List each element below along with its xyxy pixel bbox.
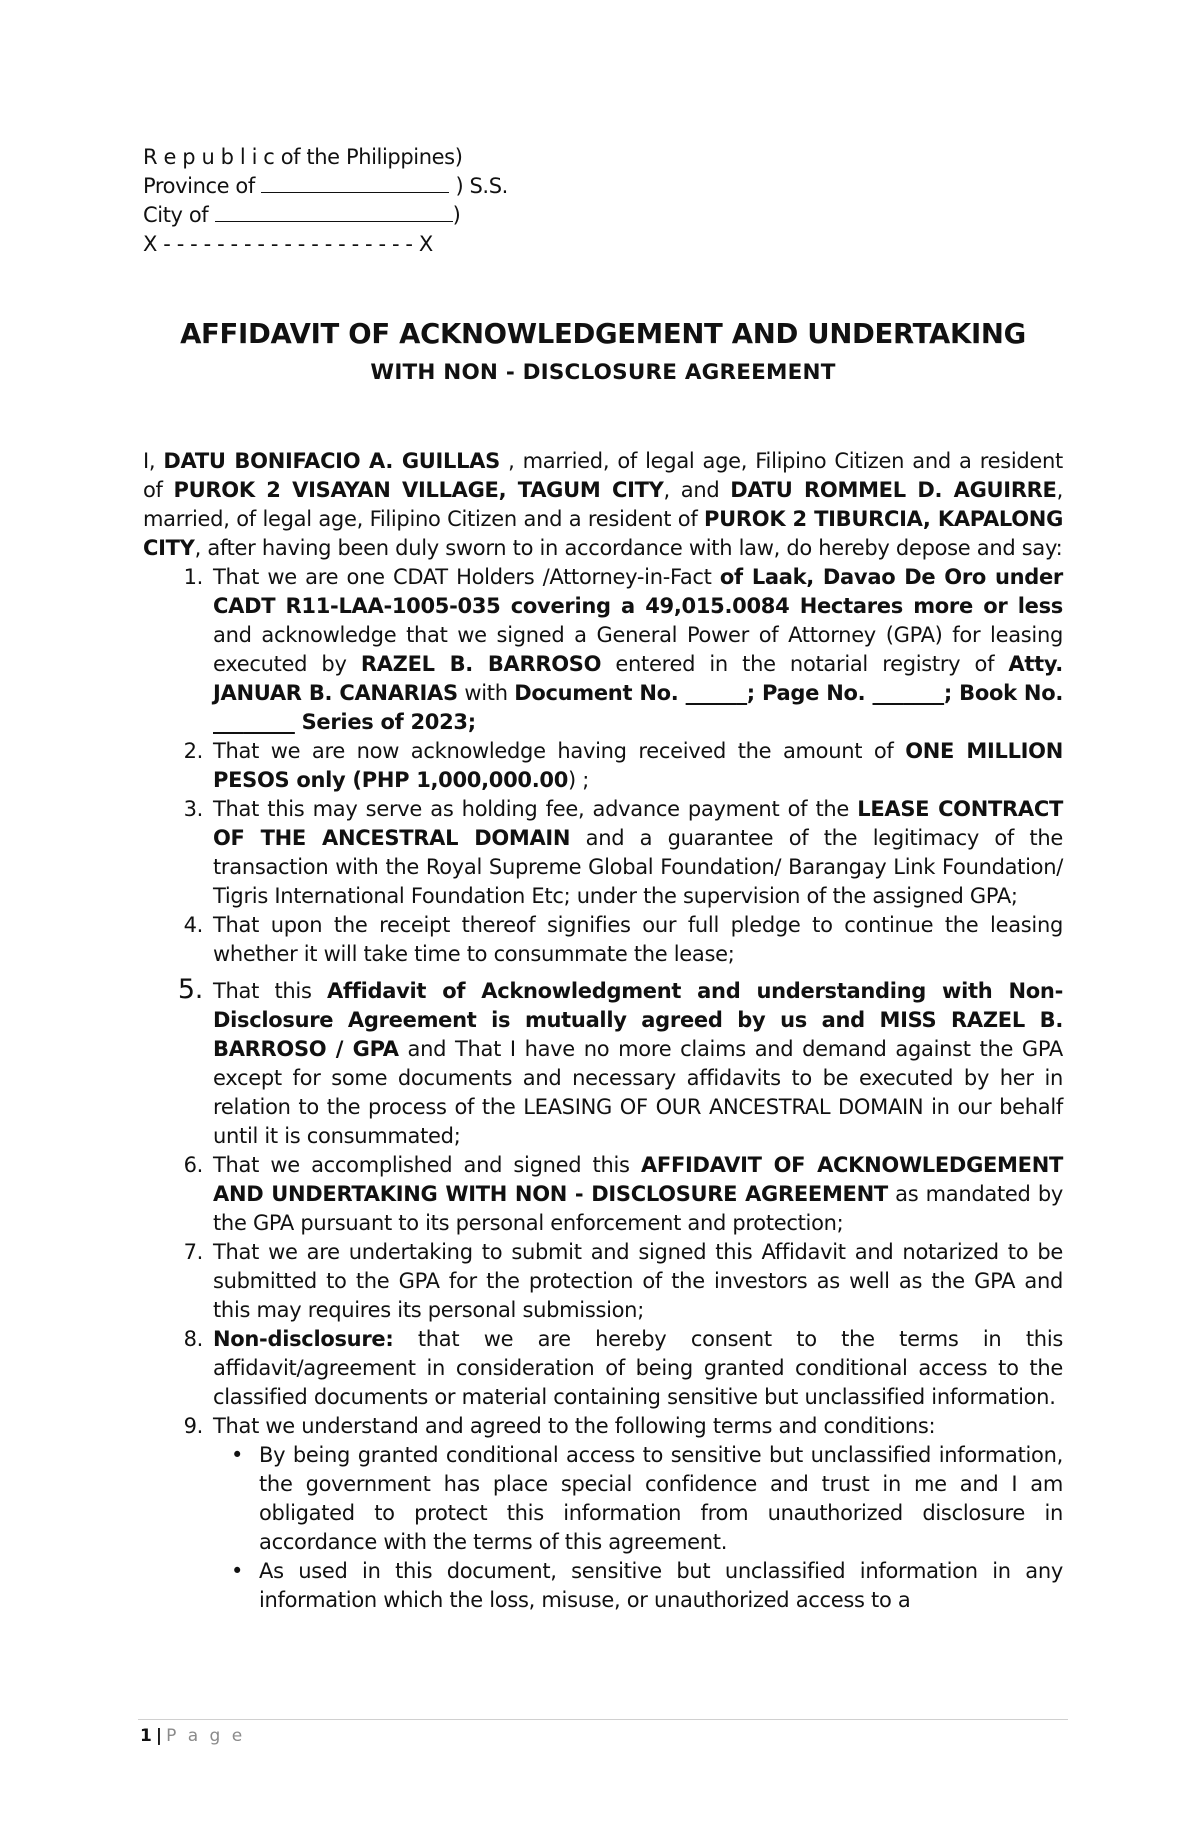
list-item: 7. That we are undertaking to submit and signed this Affidavit and notarized to be submitted to the GPA for the protection of the investors as well as the GPA and this may requires its personal submission; [183,1240,1063,1322]
list-item: 2. That we are now acknowledge having received the amount of ONE MILLION PESOS only (PHP 1,000,000.00) ; [183,739,1064,792]
document-title: AFFIDAVIT OF ACKNOWLEDGEMENT AND UNDERTAKING [180,318,1026,350]
affiant-name-1: DATU BONIFACIO A. GUILLAS [163,449,500,473]
intro-paragraph: I, DATU BONIFACIO A. GUILLAS , married, of legal age, Filipino Citizen and a resident of PUROK 2 VISAYAN VILLAGE, TAGUM CITY, and DATU ROMMEL D. AGUIRRE, married, of legal age, Filipino Citizen and a resident of PUROK 2 TIBURCIA, KAPALONG CITY, after having been duly sworn to in accordance with law, do hereby depose and say: [143,449,1064,560]
venue-province-line: Province of ) S.S. [143,174,508,198]
list-item: 6. That we accomplished and signed this AFFIDAVIT OF ACKNOWLEDGEMENT AND UNDERTAKING WITH NON - DISCLOSURE AGREEMENT as mandated by the GPA pursuant to its personal enforcement and protection; [183,1153,1063,1235]
list-item: 3. That this may serve as holding fee, advance payment of the LEASE CONTRACT OF THE ANCESTRAL DOMAIN and a guarantee of the legitimacy of the transaction with the Royal Supreme Global Foundation/ Barangay Link Foundation/ Tigris International Foundation Etc; under the supervision of the assigned GPA; [183,797,1063,908]
list-item: 1. That we are one CDAT Holders /Attorney-in-Fact of Laak, Davao De Oro under CADT R11-LAA-1005-035 covering a 49,015.0084 Hectares more or less and acknowledge that we signed a General Power of Attorney (GPA) for leasing executed by RAZEL B. BARROSO entered in the notarial registry of Atty. JANUAR B. CANARIAS with Document No. ______; Page No. _______; Book No. ________ Series of 2023; [183,565,1063,734]
page-number: 1 [140,1726,152,1746]
venue-x-line: X - - - - - - - - - - - - - - - - - - - X [143,232,433,256]
footer-separator: | [155,1726,163,1746]
affiant-address-2: PUROK 2 TIBURCIA, KAPALONG CITY [143,507,1064,560]
document-subtitle: WITH NON - DISCLOSURE AGREEMENT [370,360,836,385]
venue-city-line: City of ) [143,203,461,227]
bullet-list [213,1441,1063,1615]
venue-republic-line: R e p u b l i c of the Philippines) [143,145,463,169]
bullet-icon: • [231,1559,244,1583]
affidavit-body [143,447,1063,1615]
affiant-address-1: PUROK 2 VISAYAN VILLAGE, TAGUM CITY [173,478,664,502]
bullet-icon: • [231,1443,244,1467]
page-label: P a g e [166,1726,246,1746]
list-item: 8. Non-disclosure: that we are hereby consent to the terms in this affidavit/agreement in consideration of being granted conditional access to the classified documents or material containing sensitive but unclassified information. [183,1327,1063,1409]
list-item: 9. That we understand and agreed to the following terms and conditions: • By being granted conditional access to sensitive but unclassified information, the government has place special confidence and trust in me and I am obligated to protect this information from unauthorized disclosure in accordance with the terms of this agreement. • As used in this document, sensitive but unclassified information in any information which the loss, misuse, or unauthorized access to a [143,1412,1063,1615]
footer-divider [138,1719,1068,1720]
list-item: 4. That upon the receipt thereof signifies our full pledge to continue the leasing whether it will take time to consummate the lease; [183,913,1063,966]
bullet-item: • By being granted conditional access to sensitive but unclassified information, the government has place special confidence and trust in me and I am obligated to protect this information from unauthorized disclosure in accordance with the terms of this agreement. [231,1443,1063,1554]
bullet-item: • As used in this document, sensitive but unclassified information in any information which the loss, misuse, or unauthorized access to a [231,1559,1063,1612]
numbered-list [143,563,1063,1615]
venue-block [143,143,508,259]
province-blank [261,172,449,193]
list-item: 5. That this Affidavit of Acknowledgment and understanding with Non-Disclosure Agreement is mutually agreed by us and MISS RAZEL B. BARROSO / GPA and That I have no more claims and demand against the GPA except for some documents and necessary affidavits to be executed by her in relation to the process of the LEASING OF OUR ANCESTRAL DOMAIN in our behalf until it is consummated; [177,974,1063,1148]
page-footer [140,1726,245,1746]
affiant-name-2: DATU ROMMEL D. AGUIRRE [730,478,1057,502]
city-blank [215,201,453,222]
